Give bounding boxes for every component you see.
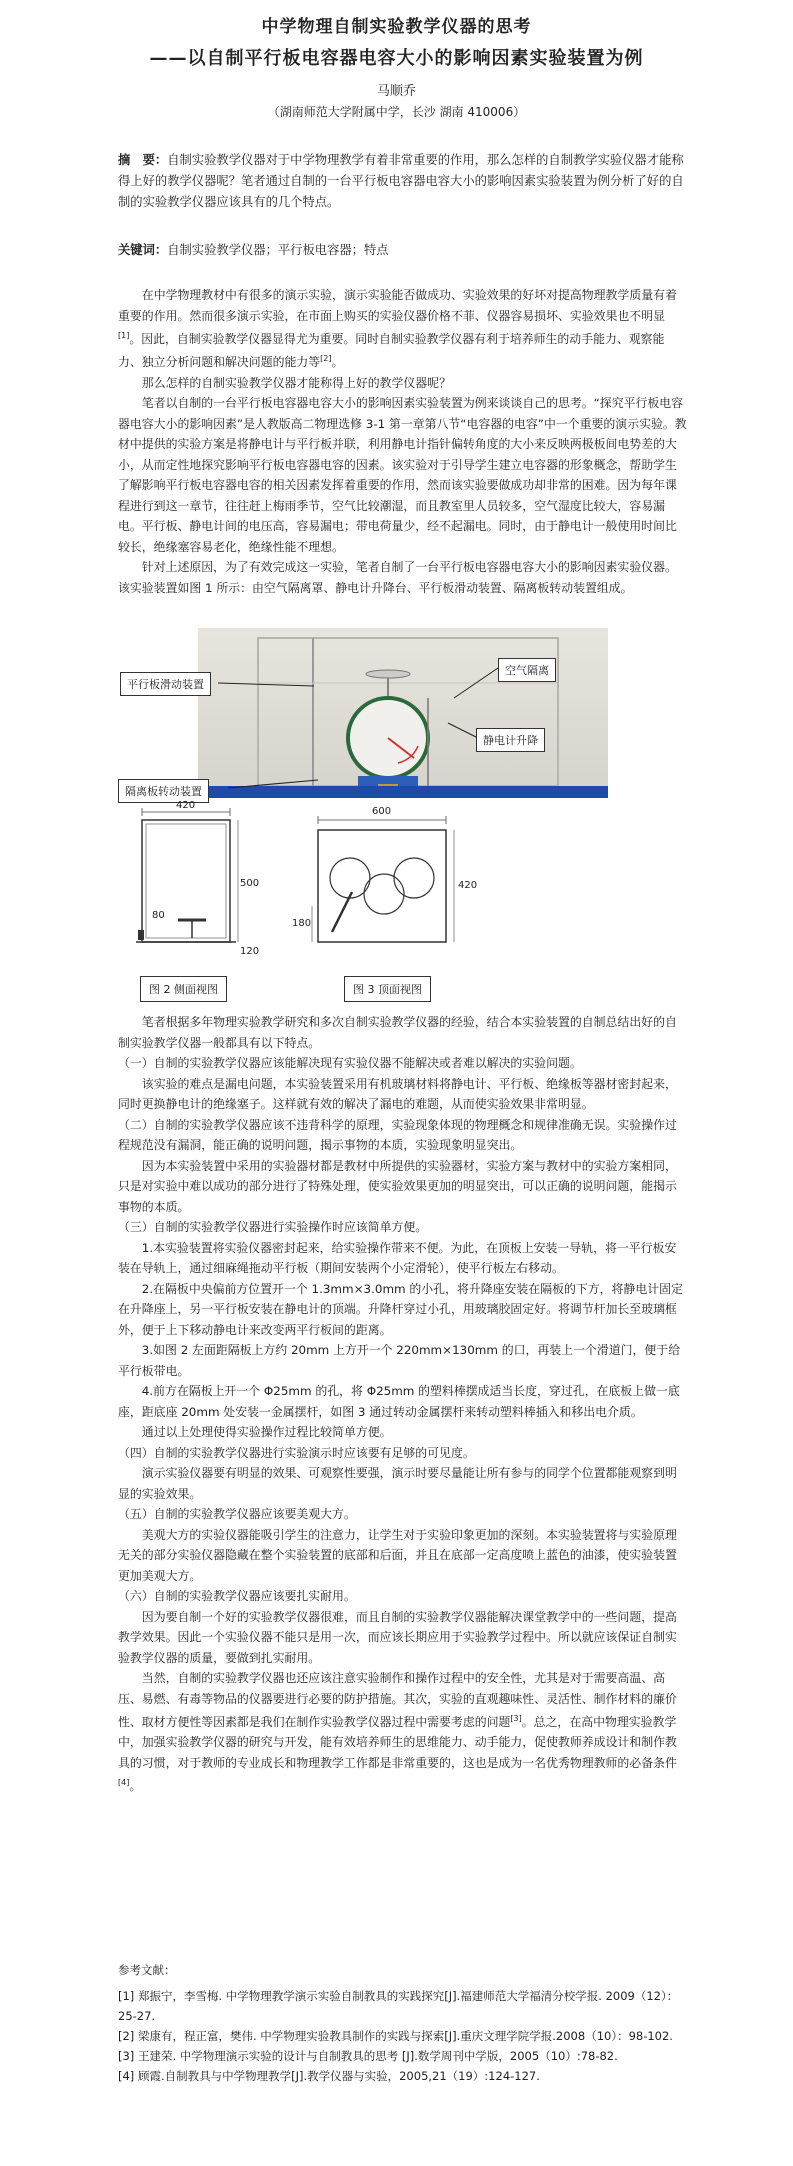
- section-paragraph: 该实验的难点是漏电问题，本实验装置采用有机玻璃材料将静电计、平行板、绝缘板等器材密封起来，同时更换静电计的绝缘塞子。这样就有效的解决了漏电的难题，从而使实验效果非常明显。: [118, 1076, 677, 1111]
- section-paragraph: 2.在隔板中央偏前方位置开一个 1.3mm×3.0mm 的小孔，将升降座安装在隔板的下方，将静电计固定在升降座上，另一平行板安装在静电计的顶端。升降杆穿过小孔，用玻璃胶固定好。将调节杆加长至玻璃框外，便于上下移动静电计来改变两平行板间的距离。: [118, 1281, 683, 1337]
- side-height-dim: 500: [240, 878, 260, 889]
- figures-2-3: [118, 800, 688, 1005]
- section-heading: （二）自制的实验教学仪器应该不违背科学的原理，实验现象体现的物理概念和规律准确无误。实验操作过程规范没有漏洞，能正确的说明问题，揭示事物的本质，实验现象明显突出。: [118, 1117, 677, 1152]
- abstract-text: 自制实验教学仪器对于中学物理教学有着非常重要的作用，那么怎样的自制教学实验仪器才能称得上好的教学仪器呢？笔者通过自制的一台平行板电容器电容大小的影响因素实验装置为例分析了好的自制的实验教学仪器应该具有的几个特点。: [118, 153, 684, 209]
- callout-slide-device: 平行板滑动装置: [120, 672, 211, 696]
- side-width-dim: 420: [176, 800, 196, 811]
- author-name: 马顺乔: [376, 84, 416, 99]
- intro-paragraph: 针对上述原因，为了有效完成这一实验，笔者自制了一台平行板电容器电容大小的影响因素实验仪器。该实验装置如图 1 所示：由空气隔离罩、静电计升降台、平行板滑动装置、隔离板转动装置组成。: [118, 560, 677, 595]
- paper-subtitle: ——以自制平行板电容器电容大小的影响因素实验装置为例: [149, 48, 644, 69]
- top-view-drawing: [312, 816, 454, 942]
- abstract-label: 摘 要：: [118, 153, 168, 167]
- section-paragraph: 因为要自制一个好的实验教学仪器很难，而且自制的实验教学仪器能解决课堂教学中的一些问题，提高教学效果。因此一个实验仪器不能只是用一次，而应该长期应用于实验教学过程中。所以就应该保证自制实验教学仪器的质量，要做到扎实耐用。: [118, 1609, 677, 1665]
- section-paragraph: 当然，自制的实验教学仪器也还应该注意实验制作和操作过程中的安全性，尤其是对于需要高温、高压、易燃、有毒等物品的仪器要进行必要的防护措施。其次，实验的直观趣味性、灵活性、制作材料的廉价性、取材方便性等因素都是我们在制作实验教学仪器过程中需要考虑的问题[3]。总之，在高中物理实验教学中，加强实验教学仪器的研究与开发，能有效培养师生的思维能力、动手能力，促使教师养成设计和制作教具的习惯，对于教师的专业成长和物理教学工作都是非常重要的，这也是成为一名优秀物理教师的必备条件[4]。: [118, 1671, 677, 1794]
- callout-air-isolation: 空气隔离: [498, 658, 556, 682]
- author-affiliation: （湖南师范大学附属中学，长沙 湖南 410006）: [267, 105, 526, 119]
- section-paragraph: 3.如图 2 左面距隔板上方约 20mm 上方开一个 220mm×130mm 的口，再装上一个滑道门，便于给平行板带电。: [118, 1343, 681, 1378]
- section-paragraph: 演示实验仪器要有明显的效果、可观察性要强，演示时要尽量能让所有参与的同学个位置都能观察到明显的实验效果。: [118, 1466, 677, 1501]
- top-width-dim: 600: [372, 806, 392, 817]
- intro-paragraph: 那么怎样的自制实验教学仪器才能称得上好的教学仪器呢？: [141, 375, 451, 390]
- keywords: [118, 240, 688, 258]
- citation: [4]: [118, 1778, 130, 1788]
- top-left-dim: 180: [292, 918, 312, 929]
- reference-item: [3] 王建荣. 中学物理演示实验的设计与自制教具的思考 [J].数学周刊中学版，2005（10）:78-82.: [118, 2049, 618, 2063]
- characteristics-section: [118, 1012, 688, 1797]
- callout-rotate-device: 隔离板转动装置: [118, 779, 209, 803]
- figure-2-caption: 图 2 侧面视图: [140, 976, 227, 1002]
- section-paragraph: 1.本实验装置将实验仪器密封起来，给实验操作带来不便。为此，在顶板上安装一导轨，将一平行板安装在导轨上，通过细麻绳拖动平行板（期间安装两个小定滑轮），使平行板左右移动。: [118, 1240, 677, 1275]
- section-paragraph: 4.前方在隔板上开一个 Φ25mm 的孔，将 Φ25mm 的塑料棒摆成适当长度，穿过孔，在底板上做一底座，距底座 20mm 处安装一金属摆杆，如图 3 通过转动金属摆杆来转动塑料棒插入和移出电介质。: [118, 1384, 680, 1419]
- keywords-label: 关键词：: [118, 243, 168, 257]
- citation: [3]: [510, 1714, 522, 1723]
- references: [118, 1960, 688, 2086]
- technical-drawings: [118, 800, 688, 1005]
- section-heading: （一）自制的实验教学仪器应该能解决现有实验仪器不能解决或者难以解决的实验问题。: [118, 1056, 582, 1070]
- paper-title: 中学物理自制实验教学仪器的思考: [261, 17, 532, 37]
- section-heading: （三）自制的实验教学仪器进行实验操作时应该简单方便。: [118, 1220, 428, 1234]
- citation: [2]: [320, 354, 332, 364]
- figure-1: [118, 628, 688, 798]
- section-paragraph: 因为本实验装置中采用的实验器材都是教材中所提供的实验器材，实验方案与教材中的实验方案相同，只是对实验中难以成功的部分进行了特殊处理，使实验效果更加的明显突出，可以正确的说明问题，能揭示事物的本质。: [118, 1158, 677, 1214]
- reference-item: [1] 郑振宁，李雪梅. 中学物理教学演示实验自制教具的实践探究[J].福建师范大学福清分校学报. 2009（12）：25-27.: [118, 1989, 679, 2023]
- reference-item: [2] 梁康有，程正富，樊伟. 中学物理实验教具制作的实践与探索[J].重庆文理学院学报.2008（10）：98-102.: [118, 2029, 673, 2043]
- citation: [1]: [118, 331, 130, 340]
- abstract: [118, 150, 688, 213]
- keywords-text: 自制实验教学仪器；平行板电容器；特点: [167, 243, 389, 257]
- top-height-dim: 420: [458, 880, 478, 891]
- references-heading: 参考文献：: [118, 1963, 176, 1977]
- section-paragraph: 通过以上处理使得实验操作过程比较简单方便。: [141, 1425, 392, 1439]
- apparatus-photo: [118, 628, 688, 798]
- side-bottom-dim: 120: [240, 946, 260, 957]
- intro-paragraph: 笔者以自制的一台平行板电容器电容大小的影响因素实验装置为例来谈谈自己的思考。“探究平行板电容器电容大小的影响因素”是人教版高二物理选修 3-1 第一章第八节“电容器的电容”中一个重要的演示实验。教材中提供的实验方案是将静电计与平行板并联，利用静电计指针偏转角度的大小来反映两极板间电势差的大小，从而定性地探究影响平行板电容器电容的因素。该实验对于引导学生建立电容器的形象概念，帮助学生了解影响平行板电容器电容的相关因素发挥着重要的作用，然而该实验要做成功却非常的困难。因为每年课程进行到这一章节，往往赶上梅雨季节，空气比较潮湿，而且教室里人员较多，空气湿度比较大，容易漏电。平行板、静电计间的电压高，容易漏电；带电荷量少，经不起漏电。同时，由于静电计一般使用时间比较长，绝缘塞容易老化，绝缘性能不理想。: [118, 396, 687, 554]
- intro-section: [118, 285, 688, 598]
- reference-item: [4] 顾霞.自制教具与中学物理教学[J].教学仪器与实验，2005,21（19）:124-127.: [118, 2069, 540, 2083]
- section-paragraph: 美观大方的实验仪器能吸引学生的注意力，让学生对于实验印象更加的深刻。本实验装置将与实验原理无关的部分实验仪器隐藏在整个实验装置的底部和后面，并且在底部一定高度喷上蓝色的油漆，使实验装置更加美观大方。: [118, 1527, 677, 1583]
- side-inner-dim: 80: [152, 910, 165, 921]
- figure-3-caption: 图 3 顶面视图: [344, 976, 431, 1002]
- intro-paragraph: 在中学物理教材中有很多的演示实验，演示实验能否做成功、实验效果的好坏对提高物理教学质量有着重要的作用。然而很多演示实验，在市面上购买的实验仪器价格不菲、仪器容易损坏、实验效果也不明显[1]。因此，自制实验教学仪器显得尤为重要。同时自制实验教学仪器有利于培养师生的动手能力、观察能力、独立分析问题和解决问题的能力等[2]。: [118, 288, 677, 370]
- lead-paragraph: 笔者根据多年物理实验教学研究和多次自制实验教学仪器的经验，结合本实验装置的自制总结出好的自制实验教学仪器一般都具有以下特点。: [118, 1015, 677, 1050]
- side-view-drawing: [136, 808, 238, 942]
- callout-electroscope-lift: 静电计升降: [476, 728, 545, 752]
- section-heading: （六）自制的实验教学仪器应该要扎实耐用。: [118, 1589, 356, 1603]
- section-heading: （五）自制的实验教学仪器应该要美观大方。: [118, 1507, 356, 1521]
- section-heading: （四）自制的实验教学仪器进行实验演示时应该要有足够的可见度。: [118, 1445, 475, 1460]
